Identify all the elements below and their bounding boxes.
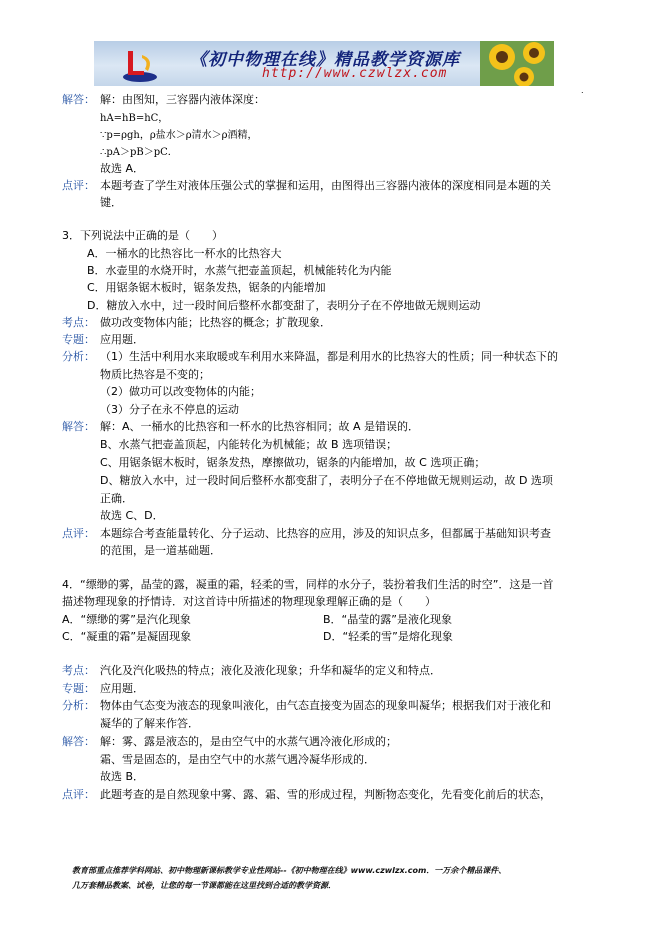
- q4-answer-line-2: 霜、雪是固态的，是由空气中的水蒸气遇冷凝华形成的．: [100, 753, 375, 766]
- q4-stem-line-2: 描述物理现象的抒情诗．对这首诗中所描述的物理现象理解正确的是（ ）: [62, 595, 436, 608]
- q3-option-a: A．一桶水的比热容比一杯水的比热容大: [87, 247, 282, 260]
- q3-option-d: D．糖放入水中，过一段时间后整杯水都变甜了，表明分子在不停地做无规则运动: [87, 299, 481, 312]
- q3-fenxi-line-4: （3）分子在永不停息的运动: [100, 403, 239, 416]
- q3-stem: 3．下列说法中正确的是（ ）: [62, 229, 223, 242]
- q3-answer-line-4: D、糖放入水中，过一段时间后整杯水都变甜了，表明分子在不停地做无规则运动，故 D 选项: [100, 474, 553, 487]
- q4-option-c: C．“凝重的霜”是凝固现象: [62, 630, 192, 643]
- q2-answer-line-2: hA=hB=hC，: [100, 113, 169, 124]
- q4-answer-line-3: 故选 B．: [100, 770, 145, 783]
- q3-answer-line-2: B、水蒸气把壶盖顶起，内能转化为机械能；故 B 选项错误；: [100, 438, 398, 451]
- fenxi-label-q4: 分析：: [62, 699, 95, 712]
- comment-label-q3: 点评：: [62, 527, 95, 540]
- fenxi-label-q3: 分析：: [62, 350, 95, 363]
- q4-answer-line-1: 解：雾、露是液态的，是由空气中的水蒸气遇冷液化形成的；: [100, 735, 397, 748]
- q4-fenxi-line-2: 凝华的了解来作答．: [100, 717, 199, 730]
- kaodian-label-q4: 考点：: [62, 664, 95, 677]
- q3-option-b: B．水壶里的水烧开时，水蒸气把壶盖顶起，机械能转化为内能: [87, 264, 392, 277]
- q3-zhuanti: 应用题．: [100, 333, 144, 346]
- site-logo: [118, 47, 158, 83]
- q3-answer-line-3: C、用锯条锯木板时，锯条发热，摩擦做功，锯条的内能增加，故 C 选项正确；: [100, 456, 486, 469]
- q2-comment-line-2: 键．: [100, 196, 122, 209]
- q4-option-d: D．“轻柔的雪”是熔化现象: [323, 630, 453, 643]
- footer-line-1: 教育部重点推荐学科网站、初中物理新课标教学专业性网站--《初中物理在线》www.czwlzx.com．一万余个精品课件、: [72, 866, 507, 875]
- answer-label-q4: 解答：: [62, 735, 95, 748]
- q2-answer-line-5: 故选 A．: [100, 162, 145, 175]
- answer-label-q3: 解答：: [62, 420, 95, 433]
- q4-option-a: A．“缥缈的雾”是汽化现象: [62, 613, 191, 626]
- zhuanti-label-q3: 专题：: [62, 333, 95, 346]
- q3-answer-line-5: 正确．: [100, 492, 133, 505]
- q3-fenxi-line-3: （2）做功可以改变物体的内能；: [100, 385, 261, 398]
- q2-answer-line-4: ∴pA＞pB＞pC．: [100, 147, 178, 158]
- q3-fenxi-line-1: （1）生活中利用水来取暖或车利用水来降温，都是利用水的比热容大的性质；同一种状态下的: [100, 350, 558, 363]
- q2-answer-line-3: ∵p=ρgh，ρ盐水＞ρ清水＞ρ酒精，: [100, 130, 258, 141]
- header-dot: .: [581, 86, 584, 95]
- q4-option-b: B．“晶莹的露”是液化现象: [323, 613, 452, 626]
- q4-comment: 此题考查的是自然现象中雾、露、霜、雪的形成过程，判断物态变化，先看变化前后的状态，: [100, 788, 551, 801]
- q2-comment-line-1: 本题考查了学生对液体压强公式的掌握和运用，由图得出三容器内液体的深度相同是本题的关: [100, 179, 551, 192]
- comment-label-q2: 点评：: [62, 179, 95, 192]
- header-banner: [94, 41, 554, 86]
- q3-fenxi-line-2: 物质比热容是不变的；: [100, 368, 210, 381]
- q4-kaodian: 汽化及汽化吸热的特点；液化及液化现象；升华和凝华的定义和特点．: [100, 664, 441, 677]
- q3-answer-line-6: 故选 C、D．: [100, 509, 164, 522]
- answer-label-q2: 解答：: [62, 93, 95, 106]
- q4-fenxi-line-1: 物体由气态变为液态的现象叫液化，由气态直接变为固态的现象叫凝华；根据我们对于液化和: [100, 699, 551, 712]
- q3-answer-line-1: 解：A、一桶水的比热容和一杯水的比热容相同；故 A 是错误的．: [100, 420, 420, 433]
- q3-option-c: C．用锯条锯木板时，锯条发热，锯条的内能增加: [87, 281, 326, 294]
- q3-comment-line-2: 的范围，是一道基础题．: [100, 544, 221, 557]
- comment-label-q4: 点评：: [62, 788, 95, 801]
- q2-answer-line-1: 解：由图知，三容器内液体深度：: [100, 93, 265, 106]
- sunflower-image: [480, 41, 554, 86]
- zhuanti-label-q4: 专题：: [62, 682, 95, 695]
- q4-zhuanti: 应用题．: [100, 682, 144, 695]
- q3-kaodian: 做功改变物体内能；比热容的概念；扩散现象．: [100, 316, 331, 329]
- q4-stem-line-1: 4．“缥缈的雾，晶莹的露，凝重的霜，轻柔的雪，同样的水分子，装扮着我们生活的时空”．这是一首: [62, 578, 554, 591]
- banner-url[interactable]: http://www.czwlzx.com: [262, 66, 448, 81]
- q3-comment-line-1: 本题综合考查能量转化、分子运动、比热容的应用，涉及的知识点多，但都属于基础知识考查: [100, 527, 551, 540]
- footer-line-2: 几万套精品教案、试卷，让您的每一节课都能在这里找到合适的教学资源．: [72, 881, 336, 890]
- kaodian-label-q3: 考点：: [62, 316, 95, 329]
- banner-title: 《初中物理在线》精品教学资源库: [190, 50, 460, 70]
